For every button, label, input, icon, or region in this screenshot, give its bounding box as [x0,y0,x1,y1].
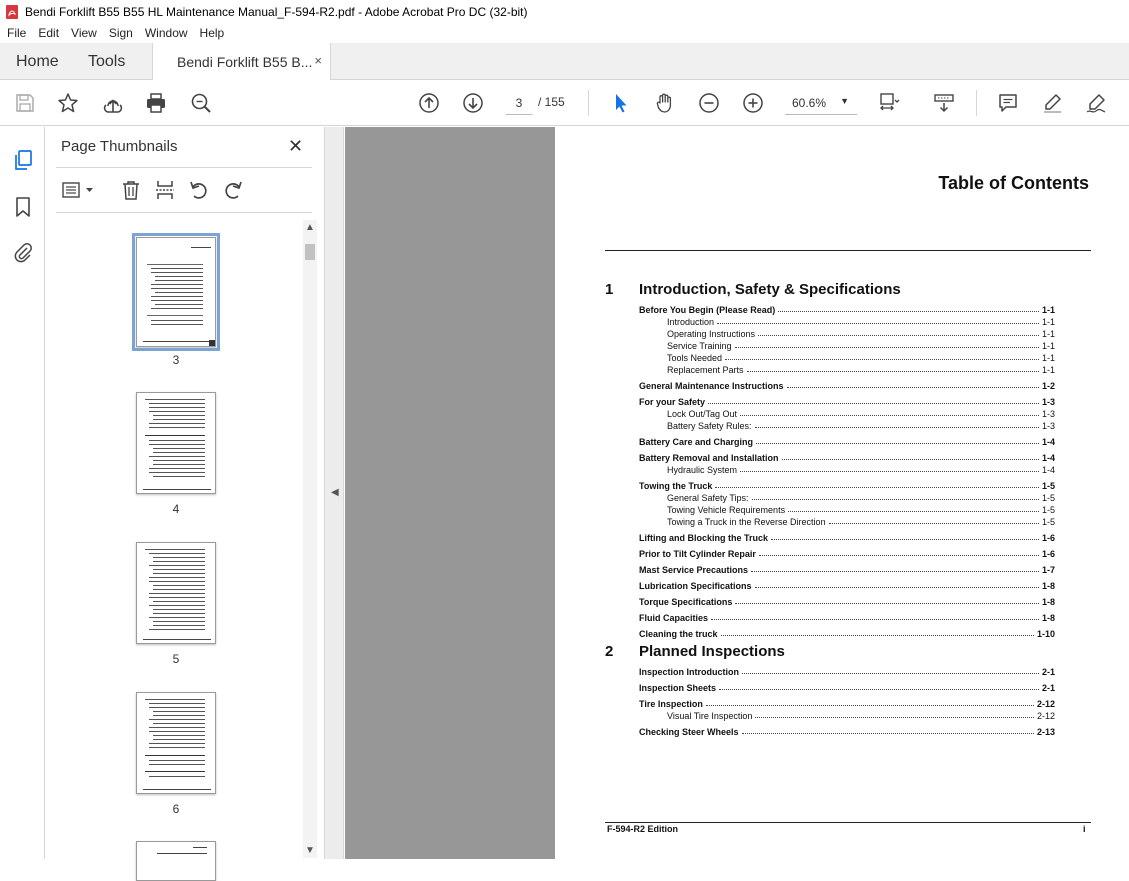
toc-entry-page: 1-4 [1041,437,1055,447]
toc-entry-page: 2-1 [1041,667,1055,677]
toc-entry-text: Checking Steer Wheels [639,727,739,737]
toc-entry-text: Prior to Tilt Cylinder Repair [639,549,756,559]
thumbnail-page-7[interactable] [136,841,216,881]
options-menu-icon[interactable] [59,177,99,203]
page-total-label: / 155 [538,95,565,109]
toc-entry[interactable] [667,351,1055,363]
thumbnail-page-3[interactable] [136,237,216,347]
toc-entry-text: Battery Care and Charging [639,437,754,447]
pdf-page [555,127,1129,859]
rotate-right-icon[interactable] [220,177,246,203]
zoom-out-icon[interactable] [696,90,722,116]
close-icon[interactable]: ✕ [288,136,304,156]
toc-entry-text: Tools Needed [667,353,723,363]
toolbar-divider [976,90,977,116]
toc-entry[interactable] [667,503,1055,515]
panel-title: Page Thumbnails [61,138,178,155]
toc-entry[interactable] [639,579,1055,591]
zoom-in-icon[interactable] [740,90,766,116]
toc-entry[interactable] [639,681,1055,693]
bookmark-star-icon[interactable] [55,90,81,116]
toc-leader-dots [755,587,1039,588]
toc-entry-text: Cleaning the truck [639,629,718,639]
thumbnail-label: 3 [172,353,180,367]
find-zoom-icon[interactable] [188,90,214,116]
scroll-mode-icon[interactable] [931,90,957,116]
toc-entry-text: Visual Tire Inspection [667,711,753,721]
toc-entry[interactable] [667,315,1055,327]
share-upload-icon[interactable] [100,90,126,116]
toc-entry-text: Fluid Capacities [639,613,709,623]
zoom-select[interactable] [785,91,857,115]
left-rail [0,127,45,859]
toc-leader-dots [759,555,1039,556]
tab-close-icon[interactable]: × [314,53,322,68]
toc-entry-text: Lock Out/Tag Out [667,409,738,419]
toc-entry-page: 1-4 [1041,453,1055,463]
toc-entry-page: 1-3 [1041,409,1055,419]
toc-entry[interactable] [639,451,1055,463]
toc-entry-page: 2-12 [1036,699,1055,709]
toc-entry-page: 1-7 [1041,565,1055,575]
toc-leader-dots [778,311,1039,312]
toc-entry-page: 2-12 [1036,711,1055,721]
toc-leader-dots [752,499,1039,500]
title-bar [0,0,1129,23]
toc-entry[interactable] [639,563,1055,575]
toc-entry[interactable] [639,395,1055,407]
thumbnails-scrollbar[interactable] [303,220,317,858]
thumbnail-label: 5 [172,652,180,666]
toc-entry-text: Tire Inspection [639,699,703,709]
toc-entry-page: 1-10 [1036,629,1055,639]
toc-leader-dots [782,459,1039,460]
chevron-left-icon[interactable]: ◀ [331,487,339,498]
pan-hand-icon[interactable] [652,90,678,116]
delete-icon[interactable] [118,177,144,203]
toc-leader-dots [755,427,1039,428]
toc-entry-text: Towing a Truck in the Reverse Direction [667,517,826,527]
menu-edit[interactable]: Edit [38,26,60,40]
toc-entry[interactable] [639,595,1055,607]
toc-entry-page: 1-2 [1041,381,1055,391]
toc-entry-page: 1-8 [1041,581,1055,591]
chevron-down-icon: ▼ [840,96,849,106]
toc-entry-text: Inspection Sheets [639,683,717,693]
acrobat-pdf-icon [5,5,19,19]
toc-entry-page: 1-1 [1041,305,1055,315]
toc-entry[interactable] [639,611,1055,623]
heading-rule [605,250,1091,251]
toc-leader-dots [742,673,1039,674]
tab-document[interactable] [152,43,331,81]
toc-entry[interactable] [667,709,1055,721]
page-number-input[interactable]: 3 [505,91,533,115]
scroll-down-icon[interactable]: ▼ [305,845,315,856]
toc-entry[interactable] [667,491,1055,503]
toc-leader-dots [735,347,1039,348]
thumbnail-page-5[interactable] [136,542,216,644]
toc-entry-text: Lubrication Specifications [639,581,752,591]
toc-entry-text: Lifting and Blocking the Truck [639,533,769,543]
tab-bar [0,43,1129,80]
toc-entry[interactable] [667,363,1055,375]
toc-entry[interactable] [639,303,1055,315]
thumbnail-page-4[interactable] [136,392,216,494]
toc-leader-dots [829,523,1039,524]
menu-view[interactable]: View [71,26,97,40]
menu-sign[interactable]: Sign [108,26,133,40]
toc-entry-page: 1-5 [1041,481,1055,491]
toc-entry[interactable] [667,339,1055,351]
toc-entry-page: 1-1 [1041,353,1055,363]
toc-entry[interactable] [667,515,1055,527]
toc-entry-text: Battery Removal and Installation [639,453,779,463]
toc-entry-text: Battery Safety Rules: [667,421,752,431]
toc-entry-text: Torque Specifications [639,597,733,607]
toc-leader-dots [706,705,1034,706]
panel-divider [56,167,312,168]
toc-leader-dots [747,371,1039,372]
print-icon[interactable] [143,90,169,116]
toc-entry-page: 1-1 [1041,341,1055,351]
toc-entry[interactable] [639,479,1055,491]
toc-entry[interactable] [639,531,1055,543]
toolbar-divider [588,90,589,116]
toc-entry[interactable] [639,547,1055,559]
toc-entry-page: 2-13 [1036,727,1055,737]
toc-leader-dots [751,571,1039,572]
tab-tools[interactable]: Tools [88,53,126,70]
thumbnail-label: 4 [172,502,180,516]
toc-entry-text: General Safety Tips: [667,493,749,503]
toc-entry-page: 2-1 [1041,683,1055,693]
save-icon[interactable] [12,90,38,116]
tab-home[interactable]: Home [16,53,59,70]
toc-entry-page: 1-3 [1041,397,1055,407]
menu-bar [0,23,1129,43]
toc-entry[interactable] [667,407,1055,419]
toc-entry-page: 1-3 [1041,421,1055,431]
toc-entry-page: 1-5 [1041,505,1055,515]
select-cursor-icon[interactable] [608,90,634,116]
footer-rule [605,822,1091,823]
toc-leader-dots [788,511,1039,512]
chapter-number: 1 [605,281,614,298]
toc-entry-text: Before You Begin (Please Read) [639,305,776,315]
toc-entry-text: Inspection Introduction [639,667,739,677]
toc-entry-text: Replacement Parts [667,365,744,375]
window-title: Bendi Forklift B55 B55 HL Maintenance Manual_F-594-R2.pdf - Adobe Acrobat Pro DC (32-bit) [25,4,528,19]
toc-leader-dots [787,387,1039,388]
toc-leader-dots [721,635,1034,636]
toc-leader-dots [755,717,1034,718]
toc-leader-dots [740,471,1039,472]
chapter-title[interactable]: Introduction, Safety & Specifications [639,281,901,298]
toc-leader-dots [756,443,1039,444]
chapter-number: 2 [605,643,614,660]
toc-entry-page: 1-1 [1041,329,1055,339]
toc-entry-text: Service Training [667,341,732,351]
toc-entry[interactable] [639,725,1055,737]
document-view[interactable] [345,127,1129,859]
toc-entry-page: 1-1 [1041,365,1055,375]
toc-leader-dots [740,415,1039,416]
footer-page-number: i [1083,824,1086,834]
toc-leader-dots [735,603,1039,604]
toc-entry-page: 1-8 [1041,597,1055,607]
footer-edition: F-594-R2 Edition [607,824,679,834]
toc-leader-dots [725,359,1039,360]
toc-leader-dots [717,323,1039,324]
toc-entry[interactable] [639,627,1055,639]
toc-leader-dots [758,335,1039,336]
rotate-left-icon[interactable] [186,177,212,203]
scroll-up-icon[interactable]: ▲ [305,222,315,233]
toc-entry-text: Towing Vehicle Requirements [667,505,786,515]
thumbnail-marker [209,340,215,346]
panel-collapse-handle[interactable] [325,127,344,859]
thumbnail-page-6[interactable] [136,692,216,794]
toc-entry[interactable] [639,697,1055,709]
menu-help[interactable]: Help [199,26,225,40]
toc-leader-dots [708,403,1039,404]
toc-entry-page: 1-5 [1041,493,1055,503]
fit-page-icon[interactable] [876,90,902,116]
toolbar [0,80,1129,126]
toc-leader-dots [742,733,1034,734]
toc-entry-text: General Maintenance Instructions [639,381,784,391]
toc-entry-text: Towing the Truck [639,481,713,491]
toc-entry-page: 1-4 [1041,465,1055,475]
tab-document-label: Bendi Forklift B55 B... [177,54,313,70]
chapter-title[interactable]: Planned Inspections [639,643,785,660]
attachment-icon[interactable] [10,239,36,265]
toc-leader-dots [771,539,1039,540]
toc-leader-dots [719,689,1039,690]
highlight-pen-icon[interactable] [1039,90,1065,116]
toc-entry[interactable] [639,435,1055,447]
toc-entry[interactable] [639,379,1055,391]
toc-entry-text: Introduction [667,317,715,327]
toc-entry[interactable] [639,665,1055,677]
menu-file[interactable]: File [7,26,27,40]
toc-entry-text: Hydraulic System [667,465,738,475]
bookmark-icon[interactable] [10,194,36,220]
page-thumbnails-icon[interactable] [10,147,36,173]
toc-entry-page: 1-8 [1041,613,1055,623]
toc-entry-page: 1-6 [1041,533,1055,543]
comment-icon[interactable] [995,90,1021,116]
panel-divider [56,212,312,213]
toc-entry[interactable] [667,419,1055,431]
toc-leader-dots [711,619,1039,620]
toc-leader-dots [715,487,1039,488]
toc-entry[interactable] [667,463,1055,475]
toc-heading: Table of Contents [938,173,1089,193]
page-thumbnails-panel [45,127,325,859]
toc-entry-page: 1-5 [1041,517,1055,527]
toc-entry-text: Operating Instructions [667,329,756,339]
toc-entry[interactable] [667,327,1055,339]
toc-entry-page: 1-1 [1041,317,1055,327]
page-down-icon[interactable] [460,90,486,116]
sign-pen-icon[interactable] [1083,90,1109,116]
scrollbar-thumb[interactable] [305,244,315,260]
toc-entry-text: Mast Service Precautions [639,565,749,575]
split-page-icon[interactable] [152,177,178,203]
page-up-icon[interactable] [416,90,442,116]
menu-window[interactable]: Window [144,26,188,40]
thumbnail-label: 6 [172,802,180,816]
toc-entry-page: 1-6 [1041,549,1055,559]
zoom-value: 60.6% [792,96,827,110]
toc-entry-text: For your Safety [639,397,706,407]
